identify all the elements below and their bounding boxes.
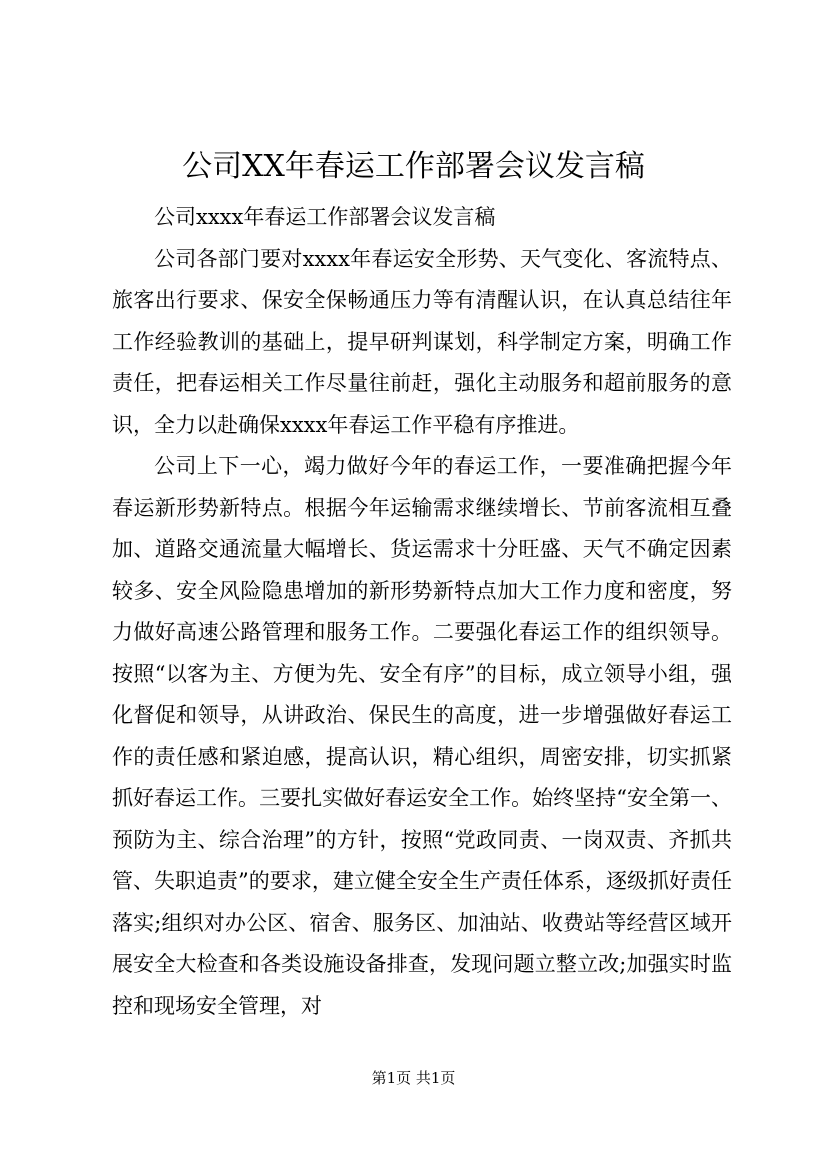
paragraph-2: 公司上下一心，竭力做好今年的春运工作，一要准确把握今年春运新形势新特点。根据今年运输需求继续增长、节前客流相互叠加、道路交通流量大幅增长、货运需求十分旺盛、天气不确定因素较多、安全风险隐患增加的新形势新特点加大工作力度和密度，努力做好高速公路管理和服务工作。二要强化春运工作的组织领导。按照“以客为主、方便为先、安全有序”的目标，成立领导小组，强化督促和领导，从讲政治、保民生的高度，进一步增强做好春运工作的责任感和紧迫感，提高认识，精心组织，周密安排，切实抓紧抓好春运工作。三要扎实做好春运安全工作。始终坚持“安全第一、预防为主、综合治理”的方针，按照“党政同责、一岗双责、齐抓共管、失职追责”的要求，建立健全安全生产责任体系，逐级抓好责任落实;组织对办公区、宿舍、服务区、加油站、收费站等经营区域开展安全大检查和各类设施设备排查，发现问题立整立改;加强实时监控和现场安全管理，对 [112,454,732,1018]
document-body [112,197,732,1027]
paragraph-1: 公司各部门要对xxxx年春运安全形势、天气变化、客流特点、旅客出行要求、保安全保畅通压力等有清醒认识，在认真总结往年工作经验教训的基础上，提早研判谋划，科学制定方案，明确工作责任，把春运相关工作尽量往前赶，强化主动服务和超前服务的意识，全力以赴确保xxxx年春运工作平稳有序推进。 [112,246,732,437]
page-footer: 第1页 共1页 [371,1069,456,1087]
document-title: 公司XX年春运工作部署会议发言稿 [182,149,645,184]
paragraph-subtitle: 公司xxxx年春运工作部署会议发言稿 [154,205,496,229]
